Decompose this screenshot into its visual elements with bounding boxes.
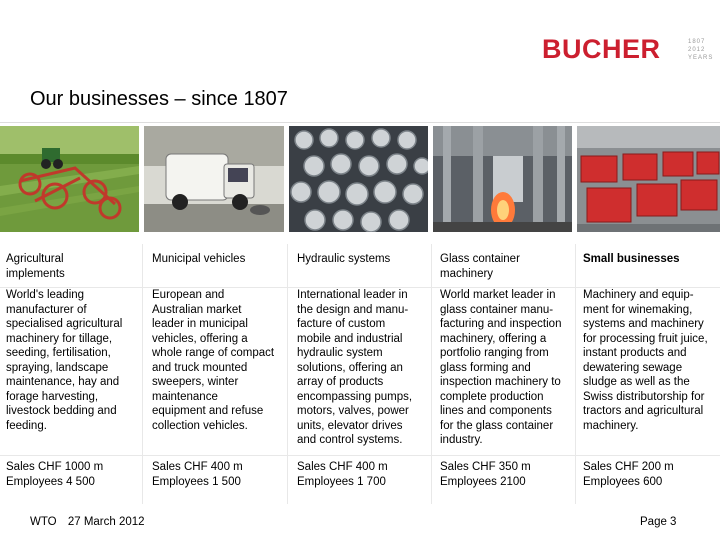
footer-info	[30, 516, 145, 528]
business-heading: Agricultural implements	[6, 253, 65, 280]
photo-hydraulic	[289, 126, 428, 232]
photo-municipal	[144, 126, 284, 232]
business-description: International leader in the design and manu- facture of custom mobile and industrial hydraulic system solutions, offering an array of products encompassing pumps, motors, valves, power units, elevator drives and control systems.	[297, 289, 413, 446]
business-figures	[440, 460, 578, 490]
business-municipal	[152, 252, 290, 490]
photo-agricultural	[0, 126, 139, 232]
business-description: World's leading manufacturer of specialised agricultural machinery for tillage, seeding, fertilisation, spraying, landscape maintenance, hay and forage harvesting, livestock bedding and feeding.	[6, 289, 123, 432]
footer-date: 27 March 2012	[67, 516, 145, 528]
business-heading: Hydraulic systems	[297, 253, 391, 265]
business-figures	[297, 460, 435, 490]
business-heading: Municipal vehicles	[152, 253, 246, 265]
business-description: European and Australian market leader in municipal vehicles, offering a whole range of compact and truck mounted sweepers, winter maintenance equipment and refuse collection vehicles.	[152, 289, 275, 432]
business-description: World market leader in glass container manu- facturing and inspection machinery, offering a portfolio ranging from glass forming and inspection machinery to complete production lines and components for the glass container industry.	[440, 289, 562, 446]
sales-figure: Sales CHF 400 m	[152, 461, 243, 473]
business-description: Machinery and equip- ment for winemaking, systems and machinery for processing fruit juice, instant products and dewatering sewage sludge as well as the Swiss distributorship for tractors and agricultural machinery.	[583, 289, 708, 432]
business-small	[583, 252, 720, 490]
photo-small-businesses	[577, 126, 720, 232]
logo-years: 1807 2012 YEARS	[688, 39, 714, 61]
employees-figure: Employees 4 500	[6, 476, 95, 488]
sales-figure: Sales CHF 350 m	[440, 461, 531, 473]
employees-figure: Employees 1 500	[152, 476, 241, 488]
business-glass	[440, 252, 578, 490]
bucher-logo: BUCHER	[542, 34, 661, 64]
business-figures	[6, 460, 144, 490]
sales-figure: Sales CHF 400 m	[297, 461, 388, 473]
business-agricultural	[6, 252, 144, 490]
business-figures	[152, 460, 290, 490]
business-figures	[583, 460, 720, 490]
sales-figure: Sales CHF 200 m	[583, 461, 674, 473]
employees-figure: Employees 600	[583, 476, 663, 488]
business-hydraulic	[297, 252, 435, 490]
page-number: Page 3	[640, 516, 677, 528]
business-heading: Small businesses	[583, 253, 680, 265]
title-divider	[0, 122, 720, 123]
photo-glass	[433, 126, 572, 232]
business-heading: Glass container machinery	[440, 253, 520, 280]
page-title: Our businesses – since 1807	[30, 88, 288, 110]
employees-figure: Employees 2100	[440, 476, 526, 488]
footer-org: WTO	[30, 516, 57, 528]
sales-figure: Sales CHF 1000 m	[6, 461, 104, 473]
employees-figure: Employees 1 700	[297, 476, 386, 488]
